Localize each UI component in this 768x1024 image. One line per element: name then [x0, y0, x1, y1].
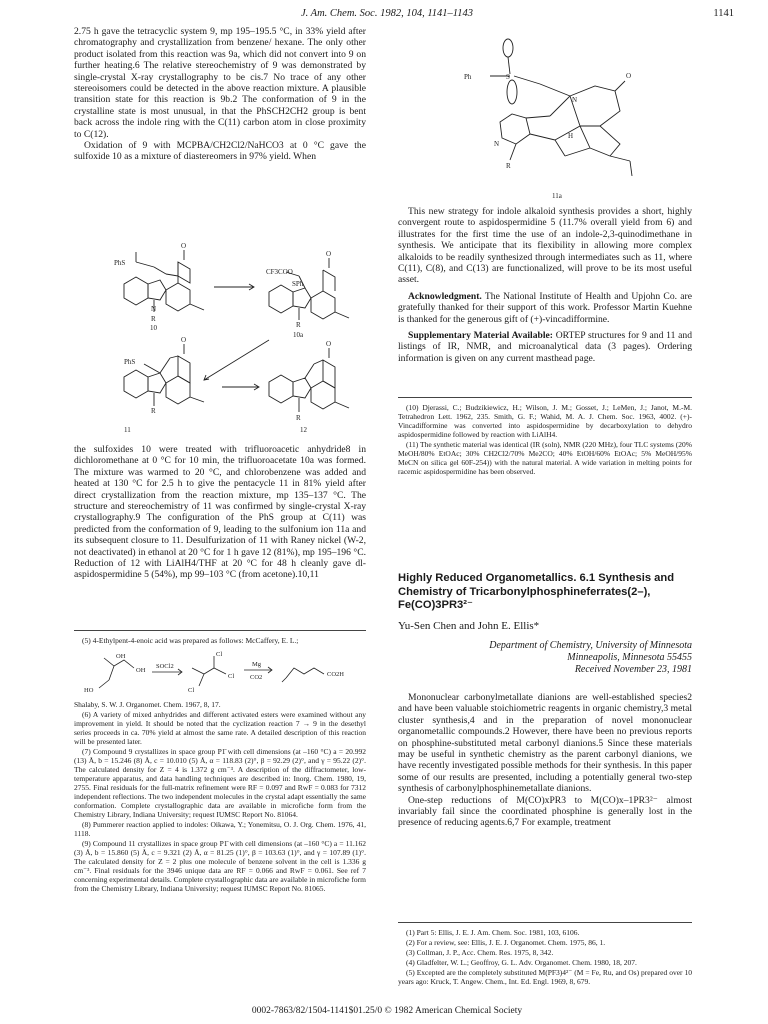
label-o-11: O: [181, 336, 187, 344]
footnote-5-scheme: [74, 648, 366, 696]
label-phs-11: PhS: [124, 358, 136, 366]
footnote-9: (9) Compound 11 crystallizes in space group P1̄ with cell dimensions (at –160 °C) a = 11.162 (3) Å, b = 15.860 (5) Å, c = 9.321 (2) Å, α = 81.25 (1)°, β = 103.63 (1)°, and γ = 107.89 (1)°. The calculated density for Z = 2 plus one molecule of benzene solvent in the cell is 1.336 g cm⁻³. Final residuals for the 3946 unique data are RF = 0.066 and RwF = 0.061. See ref 7 concerning experimental details. Complete crystallographic data are available in microfiche form from the Chemistry Library, Indiana University; request IUMSC Report No. 81065.: [74, 839, 366, 893]
acknowledgment-heading: Acknowledgment.: [408, 290, 482, 302]
label-o-12: O: [326, 340, 332, 348]
fn5-label-ho: HO: [84, 687, 94, 694]
label-phs-10: PhS: [114, 259, 126, 267]
right-footnote-4: (4) Gladfelter, W. L.; Geoffroy, G. L. Adv. Organomet. Chem. 1980, 18, 207.: [406, 958, 637, 967]
left-footnotes-bottom: [74, 700, 366, 894]
label-h-11a: H: [568, 132, 574, 140]
right-paragraph-3: One-step reductions of M(CO)xPR3 to M(CO)x–1PR3²⁻ almost invariably fail since the coordinated phosphine is generally lost in the presence of reducing agents.6,7 For example, treatment: [398, 794, 692, 829]
right-paragraph-2: Mononuclear carbonylmetallate dianions are well-established species2 and have been valuable stoichiometric reagents in organic chemistry,3 metal cluster synthesis,4 and in the preparation of novel mononuclear organometallic compounds.2 However, there have been no previous reports on phosphine-substituted metal carbonyl dianions.5 Since these materials may be useful in synthetic chemistry as the parent carbonyl dianions, we have recently investigated possible methods for their synthesis. In this paper some of our results are presented, including a potentially general two-step synthesis of carbonylphosphinemetallate dianions.: [398, 692, 692, 795]
fn5-label-mg: Mg: [252, 661, 262, 668]
right-column-text-bottom: [398, 692, 692, 829]
label-cf3coo: CF3COO: [266, 268, 293, 276]
footnote-8: (8) Pummerer reaction applied to indoles: Oikawa, Y.; Yonemitsu, O. J. Org. Chem. 1976, 41, 1118.: [74, 820, 366, 838]
left-paragraph-2: Oxidation of 9 with MCPBA/CH2Cl2/NaHCO3 at 0 °C gave the sulfoxide 10 as a mixture of diastereomers in 97% yield. When: [74, 140, 366, 163]
label-ph-11a: Ph: [464, 73, 472, 81]
supplementary-material: [398, 330, 692, 364]
supplementary-heading: Supplementary Material Available:: [408, 330, 553, 342]
acknowledgment-text: The National Institute of Health and Upjohn Co. are gratefully thanked for their support of this work. Professor Martin Kuehne is thanked for the generous gift of (+)-vincadifformine.: [398, 290, 692, 325]
fn5-label-co2: CO2: [250, 674, 263, 681]
label-o-10: O: [181, 242, 187, 250]
right-footnote-1: (1) Part 5: Ellis, J. E. J. Am. Chem. Soc. 1981, 103, 6106.: [406, 928, 580, 937]
page-header: [40, 8, 734, 22]
left-paragraph-1: 2.75 h gave the tetracyclic system 9, mp 195–195.5 °C, in 33% yield after chromatography and crystallization from benzene/ hexane. The only other product isolated from this reaction was 9a, which did not convert into 9 on further heating.6 The relative stereochemistry of 9 was demonstrated by single-crystal X-ray crystallography to be cis.7 No trace of any other stereoisomers could be detected in the above reaction mixture. A plausible transition state for this reaction is 9b.2 The conformation of 9 in the crystalline state is most unusual, in that the PhSCH2CH2 group is bent back across the indole ring with the C(11) carbon atom in close proximity to C(12).: [74, 26, 366, 140]
footnote-10: (10) Djerassi, C.; Budzikiewicz, H.; Wilson, J. M.; Gosset, J.; LeMen, J.; Janot, M.-M. Tetrahedron Lett. 1962, 235. Smith, G. F.; Wahid, M. A. J. Chem. Soc. 1963, 4002. (+)-Vincadifformine was converted into aspidospermidine by decarboxylation to dehydro aspidospermidine followed by reaction with LiAlH4.: [398, 403, 692, 439]
label-r-11: R: [151, 407, 156, 415]
left-paragraph-3: the sulfoxides 10 were treated with trifluoroacetic anhydride8 in dichloromethane at 0 °C for 10 min, the trifluoroacetate 10a was formed. The mixture was warmed to 20 °C, and chlorobenzene was added and heated at 130 °C for 2.5 h to give the pentacycle 11 in 81% yield after direct crystallization from the reaction mixture, mp 135–137 °C. The structure and stereochemistry of 11 was confirmed by single-crystal X-ray crystallography.9 The configuration of the PhS group at C(11) was predicted from the conformation of 9, leading to the sulfonium ion 11a and its subsequent closure to 11. Desulfurization of 11 with Raney nickel (W-2, not deactivated) in ethanol at 20 °C for 1 h gave 12 (81%), mp 195–196 °C. Reduction of 12 with LiAlH4/THF at 20 °C for 48 h cleanly gave dl-aspidospermidine 5 (54%), mp 99–103 °C (from acetone).10,11: [74, 444, 366, 581]
right-footnote-3: (3) Collman, J. P., Acc. Chem. Res. 1975, 8, 342.: [406, 948, 554, 957]
label-o-11a: O: [626, 72, 632, 80]
fn5-label-co2h: CO2H: [327, 671, 344, 678]
acknowledgment: [398, 291, 692, 325]
received-date: Received November 23, 1981: [574, 663, 692, 675]
label-r-10: R: [151, 315, 156, 323]
label-o-10a: O: [326, 250, 332, 258]
label-compound-11a: 11a: [552, 192, 562, 200]
left-column-text-middle: [74, 444, 366, 581]
right-footnote-5: (5) Excepted are the completely substituted M(PF3)4²⁻ (M = Fe, Ru, and Os) prepared over 10 years ago: Kruck, T. Angew. Chem., Int. Ed. Engl. 1969, 8, 679.: [398, 968, 692, 986]
label-compound-11: 11: [124, 426, 131, 434]
right-footnote-2: (2) For a review, see: Ellis, J. E. J. Organomet. Chem. 1975, 86, 1.: [406, 938, 606, 947]
page-footer: 0002-7863/82/1504-1141$01.25/0 © 1982 American Chemical Society: [251, 1006, 523, 1016]
label-n1-11a: N: [572, 96, 578, 104]
footnote-7: (7) Compound 9 crystallizes in space group P1̄ with cell dimensions (at –160 °C) a = 20.992 (13) Å, b = 15.246 (8) Å, c = 10.010 (5) Å, α = 118.83 (2)°, β = 92.29 (2)°, and γ = 95.22 (2)°. The calculated density for Z = 4 is 1.372 g cm⁻³. A description of the diffractometer, low-temperature apparatus, and data handling techniques are described in: Inorg. Chem. 1980, 19, 2755. Final residuals for the full-matrix refinement were RF = 0.097 and RwF = 0.083 for 7312 independent reflections. The two independent molecules in the crystal adapt essentially the same conformation. Complete crystallographic data are available in microfiche form from the Chemistry Library, Indiana University; request IUMSC Report No. 81064.: [74, 747, 366, 819]
footnote-rule-left: [74, 630, 366, 631]
right-paragraph-1: This new strategy for indole alkaloid synthesis provides a short, highly convergent route to aspidospermidine 5 (11.7% overall yield from 6) and illustrates for the first time the use of an indole-2,3-quinodimethane in synthesis. We anticipate that its flexibility in allowing more complex alkaloids to be readily synthesized through intermediates such as 11, where C(11), C(8), and C(13) are functionalized, will prove to be its most useful asset.: [398, 206, 692, 286]
footnote-5-ref: Shalaby, S. W. J. Organomet. Chem. 1967, 8, 17.: [74, 700, 221, 709]
footnote-rule-right-bottom: [398, 922, 692, 923]
fn5-label-cl1: Cl: [216, 651, 223, 658]
label-sph: SPh: [292, 280, 304, 288]
footnote-11: (11) The synthetic material was identical (IR (soln), NMR (220 MHz), four TLC systems (20% MeOH/80% EtOAc; 30% CH2Cl2/70% Me2CO; 40% EtOH/60% EtOAc; 5% MeOH/95% MeCN on silica gel 60F-254)) with the natural material. A wide variation in melting points for racemic aspidospermidine has been observed.: [398, 440, 692, 476]
label-compound-10: 10: [150, 324, 157, 332]
affiliation-line-2: Minneapolis, Minnesota 55455: [567, 651, 692, 663]
label-r-10a: R: [296, 321, 301, 329]
left-column-text-top: [74, 26, 366, 163]
article-authors: Yu-Sen Chen and John E. Ellis*: [398, 619, 540, 632]
footnote-rule-right-top: [398, 397, 692, 398]
right-footnotes-bottom: [398, 928, 692, 987]
label-compound-12: 12: [300, 426, 307, 434]
article-header: [398, 572, 692, 676]
footnote-5: (5) 4-Ethylpent-4-enoic acid was prepared as follows: McCaffery, E. L.;: [82, 636, 299, 645]
label-r-12: R: [296, 414, 301, 422]
label-compound-10a: 10a: [293, 331, 304, 339]
fn5-label-socl2: SOCl2: [156, 663, 174, 670]
supplementary-text: ORTEP structures for 9 and 11 and listings of IR, NMR, and microanalytical data (3 pages). Ordering information is given on any current masthead page.: [398, 330, 692, 364]
label-n2-11a: N: [494, 140, 500, 148]
journal-citation: J. Am. Chem. Soc. 1982, 104, 1141–1143: [300, 8, 474, 19]
article-title: Highly Reduced Organometallics. 6.1 Synthesis and Chemistry of Tricarbonylphosphineferrates(2–), Fe(CO)3PR3²⁻: [398, 572, 675, 611]
page-number: 1141: [713, 8, 734, 19]
affiliation-line-1: Department of Chemistry, University of Minnesota: [489, 639, 692, 651]
reaction-scheme: [74, 232, 366, 442]
right-column-text-top: [398, 206, 692, 364]
footnote-6: (6) A variety of mixed anhydrides and different activated esters were examined without any improvement in yield. It should be noted that the cyclization reaction 7 → 9 in the desethyl series proceeds in ca. 70% yield at almost the same rate. A detailed description of this reaction will be presented later.: [74, 710, 366, 746]
fn5-label-cl2: Cl: [228, 673, 235, 680]
structure-11a: [460, 26, 660, 202]
right-footnotes-top: [398, 403, 692, 477]
label-n-10: N: [151, 305, 157, 313]
label-s-11a: S: [506, 73, 510, 81]
label-r-11a: R: [506, 162, 511, 170]
fn5-label-oh1: OH: [116, 653, 126, 660]
fn5-label-oh2: OH: [136, 667, 146, 674]
fn5-label-cl3: Cl: [188, 687, 195, 694]
left-footnotes-top: [74, 636, 366, 646]
